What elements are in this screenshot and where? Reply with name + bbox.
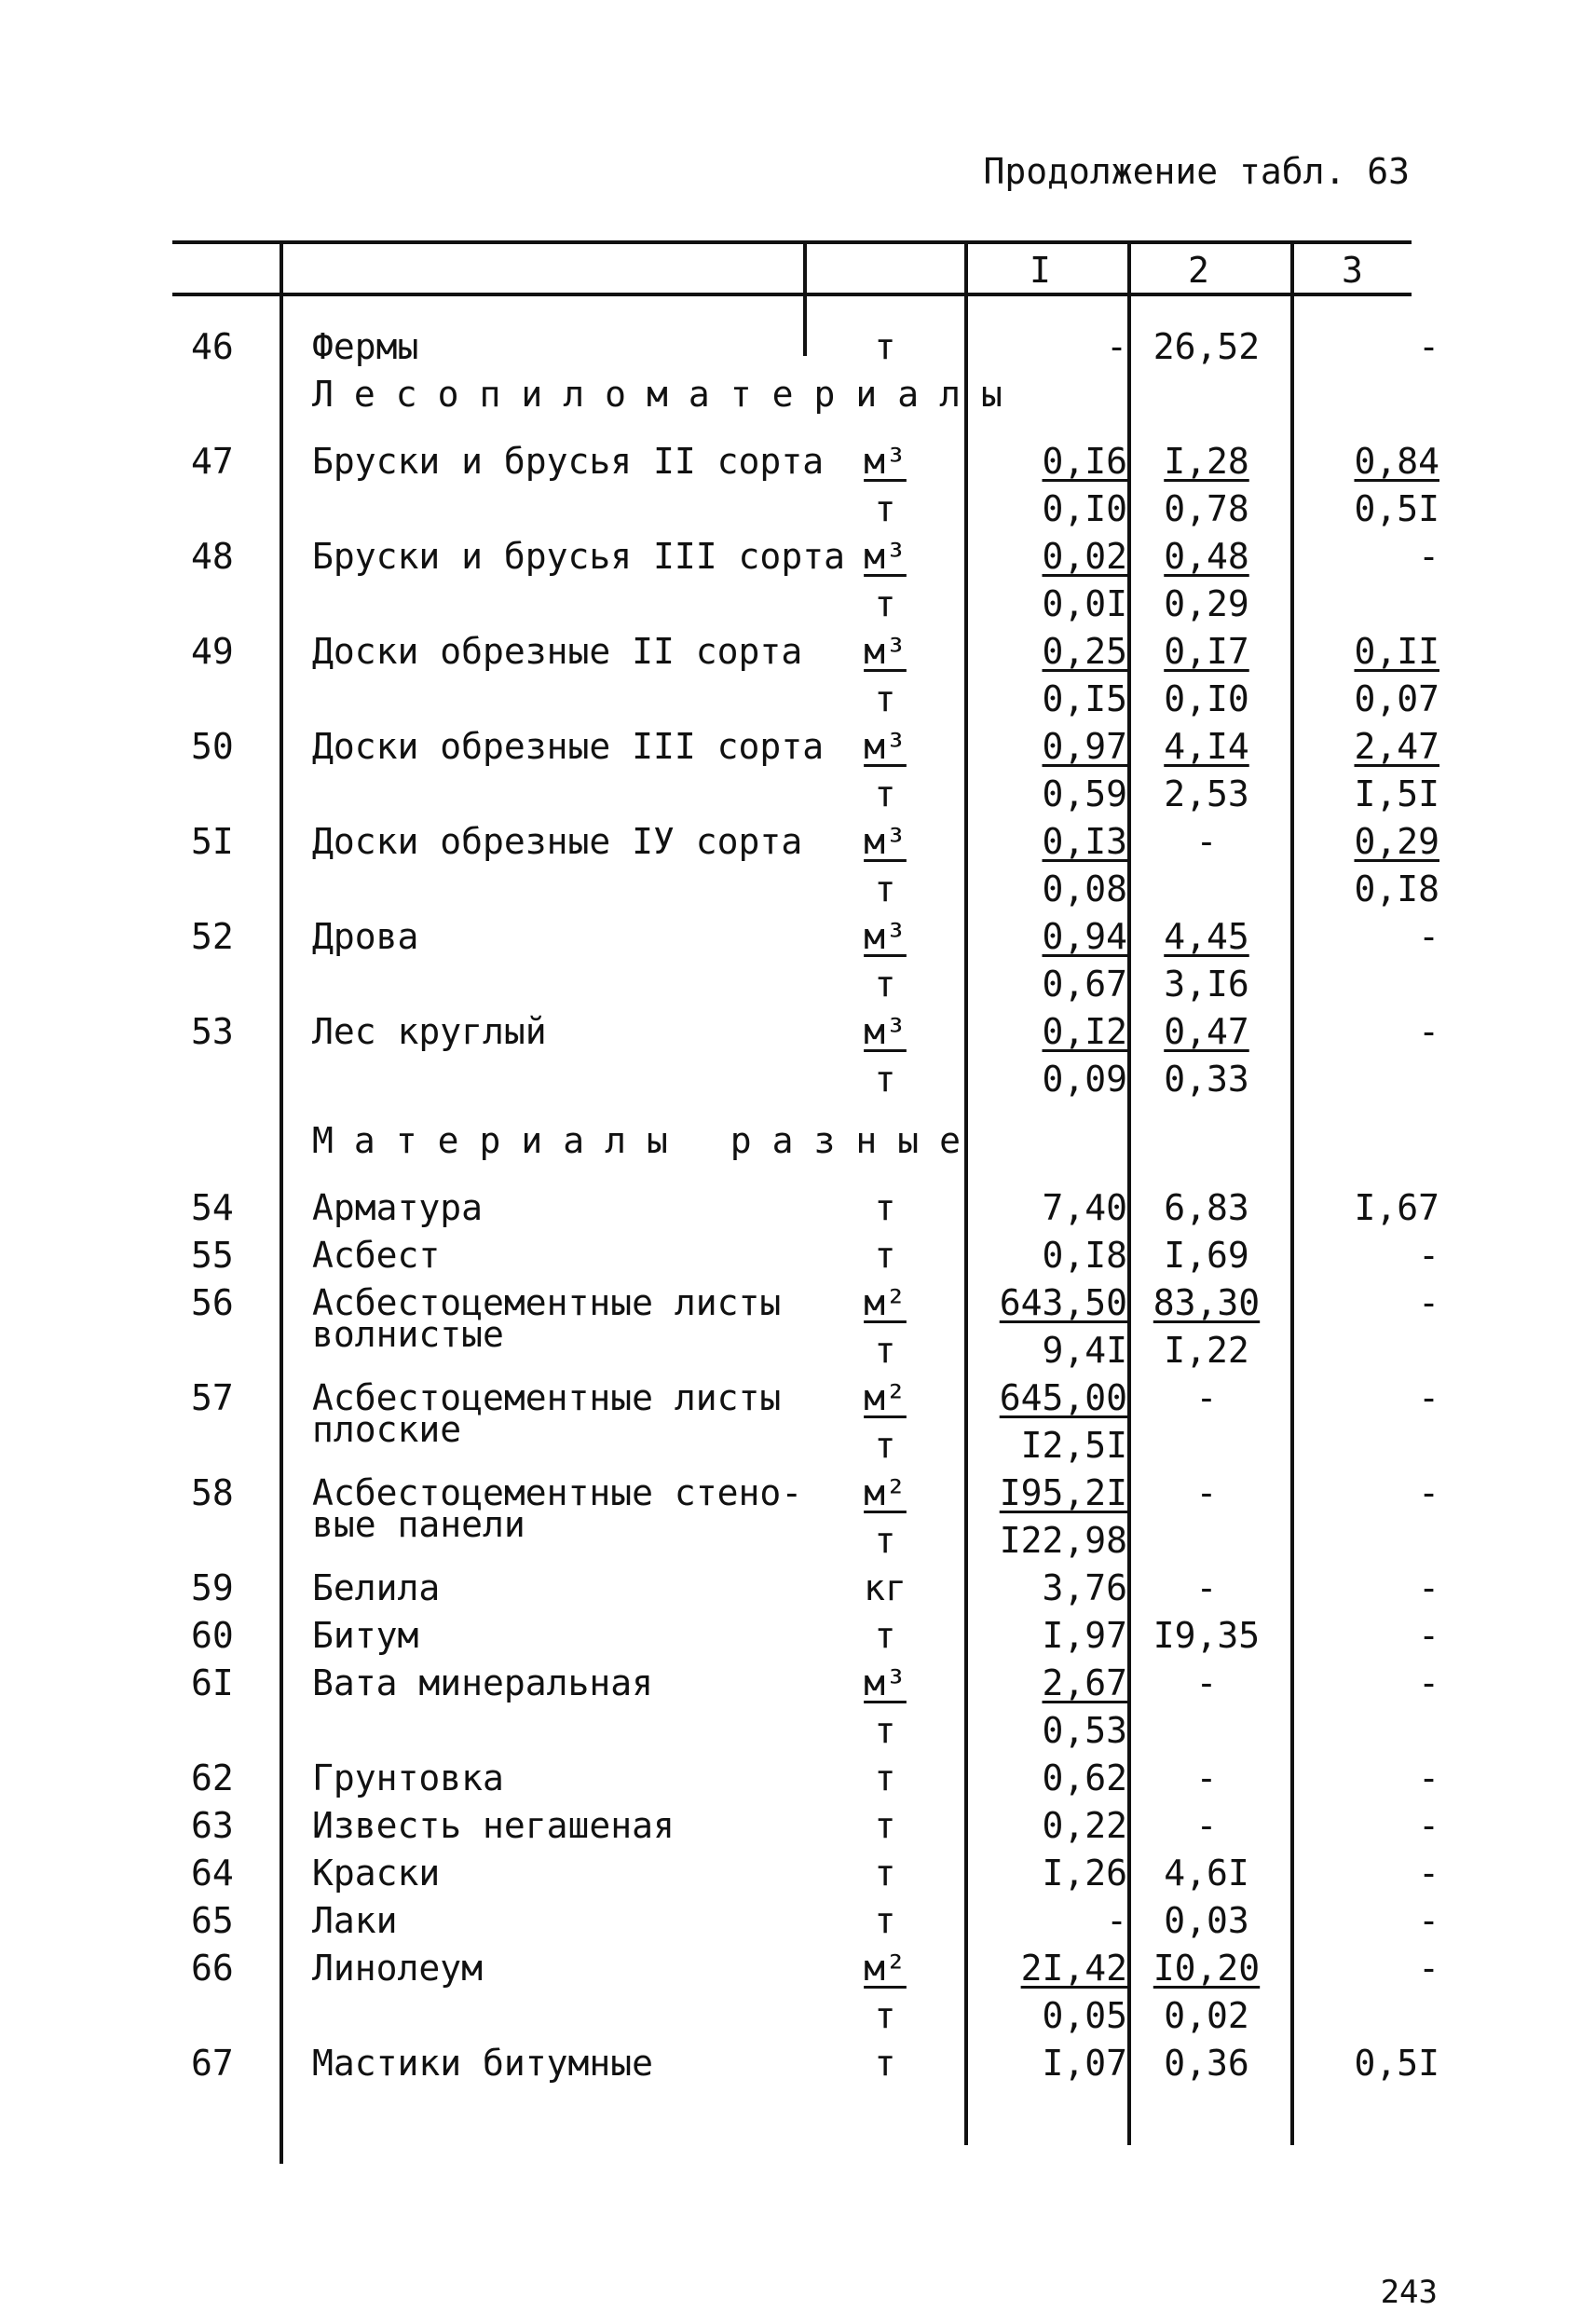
cell-col-3: 2,47 [1354, 726, 1439, 767]
cell-col-1: 2I,42 [1020, 1948, 1127, 1989]
cell-col-3: 0,II [1354, 631, 1439, 672]
cell-col-1: 0,I8 [1042, 1235, 1127, 1276]
row-unit: м³ [864, 441, 907, 482]
row-unit: т [874, 964, 896, 1005]
cell-col-3: 0,84 [1354, 441, 1439, 482]
cell-col-3: I,5I [1354, 773, 1439, 814]
cell-col-1: I2,5I [1020, 1425, 1127, 1466]
cell-col-1: 0,97 [1042, 726, 1127, 767]
cell-col-1: 3,76 [1042, 1567, 1127, 1608]
row-number: 47 [191, 441, 234, 482]
cell-col-2: - [1195, 1805, 1218, 1846]
row-material-name: Асбест [312, 1235, 441, 1276]
row-unit: т [874, 1187, 896, 1228]
cell-col-1: 0,08 [1042, 868, 1127, 909]
cell-col-2: 83,30 [1153, 1282, 1261, 1323]
row-unit: т [874, 583, 896, 624]
row-material-name-cont: вые панели [312, 1504, 525, 1545]
row-unit: т [874, 1853, 896, 1894]
row-unit: т [874, 1330, 896, 1371]
row-number: 49 [191, 631, 234, 672]
cell-col-2: 0,36 [1164, 2043, 1249, 2084]
cell-col-3: - [1418, 1853, 1439, 1894]
row-material-name: Бруски и брусья III сорта [312, 536, 845, 577]
row-unit: м² [864, 1282, 907, 1323]
row-unit: т [874, 1425, 896, 1466]
cell-col-2: - [1195, 1567, 1218, 1608]
cell-col-2: 0,78 [1164, 488, 1249, 529]
cell-col-2: 6,83 [1164, 1187, 1249, 1228]
col-divider-name [803, 244, 807, 356]
cell-col-1: - [1106, 326, 1127, 367]
row-unit: т [874, 773, 896, 814]
cell-col-3: - [1418, 1282, 1439, 1323]
cell-col-1: 0,22 [1042, 1805, 1127, 1846]
cell-col-1: 2,67 [1042, 1662, 1127, 1703]
cell-col-3: 0,29 [1354, 821, 1439, 862]
row-material-name: Дрова [312, 916, 419, 957]
row-unit: т [874, 1615, 896, 1656]
cell-col-2: 3,I6 [1164, 964, 1249, 1005]
cell-col-1: I,07 [1042, 2043, 1127, 2084]
row-material-name: Краски [312, 1853, 441, 1894]
row-number: 53 [191, 1011, 234, 1052]
cell-col-3: - [1418, 536, 1439, 577]
cell-col-1: I95,2I [999, 1472, 1127, 1513]
cell-col-2: 4,45 [1164, 916, 1249, 957]
cell-col-3: - [1418, 1948, 1439, 1989]
row-material-name: Асбестоцементные листы [312, 1377, 782, 1418]
row-unit: т [874, 1995, 896, 2036]
row-number: 67 [191, 2043, 234, 2084]
cell-col-1: 0,25 [1042, 631, 1127, 672]
row-number: 66 [191, 1948, 234, 1989]
cell-col-2: - [1195, 1472, 1218, 1513]
col-divider-num [280, 244, 283, 2164]
cell-col-1: 0,62 [1042, 1757, 1127, 1798]
table-header-rule [172, 293, 1412, 296]
row-unit: м³ [864, 1011, 907, 1052]
row-material-name: Доски обрезные II сорта [312, 631, 803, 672]
row-unit: т [874, 326, 896, 367]
row-material-name: Асбестоцементные стено- [312, 1472, 803, 1513]
row-number: 62 [191, 1757, 234, 1798]
cell-col-1: 0,53 [1042, 1710, 1127, 1751]
cell-col-3: 0,I8 [1354, 868, 1439, 909]
cell-col-3: - [1418, 1757, 1439, 1798]
cell-col-1: 7,40 [1042, 1187, 1127, 1228]
cell-col-2: 4,I4 [1164, 726, 1249, 767]
cell-col-1: 643,50 [999, 1282, 1127, 1323]
cell-col-1: 0,02 [1042, 536, 1127, 577]
row-number: 59 [191, 1567, 234, 1608]
row-number: 48 [191, 536, 234, 577]
cell-col-3: - [1418, 1235, 1439, 1276]
cell-col-3: - [1418, 1615, 1439, 1656]
row-material-name: Белила [312, 1567, 441, 1608]
cell-col-3: - [1418, 1011, 1439, 1052]
cell-col-2: 26,52 [1153, 326, 1261, 367]
col-divider-c2 [1290, 244, 1294, 2145]
row-unit: т [874, 1900, 896, 1941]
row-material-name: Бруски и брусья II сорта [312, 441, 825, 482]
cell-col-2: I,22 [1164, 1330, 1249, 1371]
row-number: 50 [191, 726, 234, 767]
cell-col-2: - [1195, 1662, 1218, 1703]
cell-col-1: 0,I0 [1042, 488, 1127, 529]
cell-col-2: - [1195, 1377, 1218, 1418]
cell-col-3: - [1418, 1472, 1439, 1513]
cell-col-3: I,67 [1354, 1187, 1439, 1228]
cell-col-1: I22,98 [999, 1520, 1127, 1561]
row-unit: м³ [864, 821, 907, 862]
cell-col-2: 0,48 [1164, 536, 1249, 577]
cell-col-3: - [1418, 1567, 1439, 1608]
row-number: 6I [191, 1662, 234, 1703]
cell-col-3: - [1418, 1805, 1439, 1846]
col-divider-c1 [1127, 244, 1131, 2145]
row-unit: м² [864, 1472, 907, 1513]
page-number: 243 [1380, 2274, 1438, 2311]
row-unit: м² [864, 1377, 907, 1418]
row-unit: т [874, 1757, 896, 1798]
row-number: 5I [191, 821, 234, 862]
cell-col-1: I,26 [1042, 1853, 1127, 1894]
cell-col-2: 4,6I [1164, 1853, 1249, 1894]
row-number: 63 [191, 1805, 234, 1846]
row-number: 56 [191, 1282, 234, 1323]
row-material-name: Фермы [312, 326, 419, 367]
row-material-name: Лаки [312, 1900, 398, 1941]
cell-col-2: 0,I7 [1164, 631, 1249, 672]
row-unit: т [874, 1805, 896, 1846]
cell-col-1: 0,I6 [1042, 441, 1127, 482]
row-number: 58 [191, 1472, 234, 1513]
cell-col-2: 0,I0 [1164, 678, 1249, 719]
cell-col-1: 0,94 [1042, 916, 1127, 957]
row-unit: м³ [864, 916, 907, 957]
cell-col-2: 2,53 [1164, 773, 1249, 814]
row-material-name-cont: волнистые [312, 1314, 504, 1355]
cell-col-2: - [1195, 821, 1218, 862]
row-unit: т [874, 868, 896, 909]
row-unit: т [874, 1059, 896, 1100]
cell-col-2: I0,20 [1153, 1948, 1261, 1989]
cell-col-2: - [1195, 1757, 1218, 1798]
row-unit: м³ [864, 631, 907, 672]
row-material-name: Грунтовка [312, 1757, 504, 1798]
cell-col-1: 9,4I [1042, 1330, 1127, 1371]
cell-col-1: 0,59 [1042, 773, 1127, 814]
cell-col-1: 0,05 [1042, 1995, 1127, 2036]
cell-col-3: 0,5I [1354, 2043, 1439, 2084]
cell-col-1: 0,67 [1042, 964, 1127, 1005]
cell-col-3: - [1418, 916, 1439, 957]
cell-col-2: I,28 [1164, 441, 1249, 482]
row-unit: м³ [864, 726, 907, 767]
row-material-name: Известь негашеная [312, 1805, 675, 1846]
row-number: 54 [191, 1187, 234, 1228]
row-unit: т [874, 1235, 896, 1276]
row-number: 65 [191, 1900, 234, 1941]
row-material-name: Доски обрезные IУ сорта [312, 821, 803, 862]
cell-col-1: I,97 [1042, 1615, 1127, 1656]
row-unit: м³ [864, 1662, 907, 1703]
table-continuation-header: Продолжение табл. 63 [983, 151, 1410, 192]
row-unit: т [874, 1710, 896, 1751]
cell-col-3: - [1418, 326, 1439, 367]
row-material-name: Мастики битумные [312, 2043, 654, 2084]
row-material-name: Арматура [312, 1187, 484, 1228]
cell-col-3: 0,07 [1354, 678, 1439, 719]
row-material-name: Асбестоцементные листы [312, 1282, 782, 1323]
row-material-name: Доски обрезные III сорта [312, 726, 825, 767]
cell-col-3: - [1418, 1900, 1439, 1941]
row-unit: т [874, 488, 896, 529]
section-title-lumber: Лесопиломатериалы [312, 374, 1023, 415]
row-material-name: Битум [312, 1615, 419, 1656]
section-title-misc: Материалы разные [312, 1120, 982, 1161]
row-number: 52 [191, 916, 234, 957]
cell-col-3: 0,5I [1354, 488, 1439, 529]
cell-col-1: 0,I3 [1042, 821, 1127, 862]
row-number: 55 [191, 1235, 234, 1276]
cell-col-3: - [1418, 1662, 1439, 1703]
row-material-name: Лес круглый [312, 1011, 547, 1052]
row-material-name: Вата минеральная [312, 1662, 654, 1703]
row-number: 57 [191, 1377, 234, 1418]
cell-col-2: I9,35 [1153, 1615, 1261, 1656]
cell-col-2: I,69 [1164, 1235, 1249, 1276]
cell-col-1: 0,I2 [1042, 1011, 1127, 1052]
col-divider-unit [964, 244, 968, 2145]
row-unit: кг [864, 1567, 907, 1608]
row-unit: т [874, 678, 896, 719]
column-header-1: I [1030, 250, 1051, 291]
row-number: 60 [191, 1615, 234, 1656]
row-material-name: Линолеум [312, 1948, 484, 1989]
cell-col-2: 0,02 [1164, 1995, 1249, 2036]
row-unit: м³ [864, 536, 907, 577]
row-material-name-cont: плоские [312, 1409, 462, 1450]
cell-col-1: 0,0I [1042, 583, 1127, 624]
cell-col-2: 0,47 [1164, 1011, 1249, 1052]
cell-col-2: 0,33 [1164, 1059, 1249, 1100]
column-header-2: 2 [1188, 250, 1209, 291]
cell-col-1: 0,I5 [1042, 678, 1127, 719]
row-number: 46 [191, 326, 234, 367]
row-unit: т [874, 1520, 896, 1561]
cell-col-3: - [1418, 1377, 1439, 1418]
row-unit: м² [864, 1948, 907, 1989]
cell-col-2: 0,03 [1164, 1900, 1249, 1941]
cell-col-1: - [1106, 1900, 1127, 1941]
table-top-rule [172, 240, 1412, 244]
cell-col-2: 0,29 [1164, 583, 1249, 624]
cell-col-1: 645,00 [999, 1377, 1127, 1418]
cell-col-1: 0,09 [1042, 1059, 1127, 1100]
row-unit: т [874, 2043, 896, 2084]
column-header-3: 3 [1342, 250, 1363, 291]
row-number: 64 [191, 1853, 234, 1894]
